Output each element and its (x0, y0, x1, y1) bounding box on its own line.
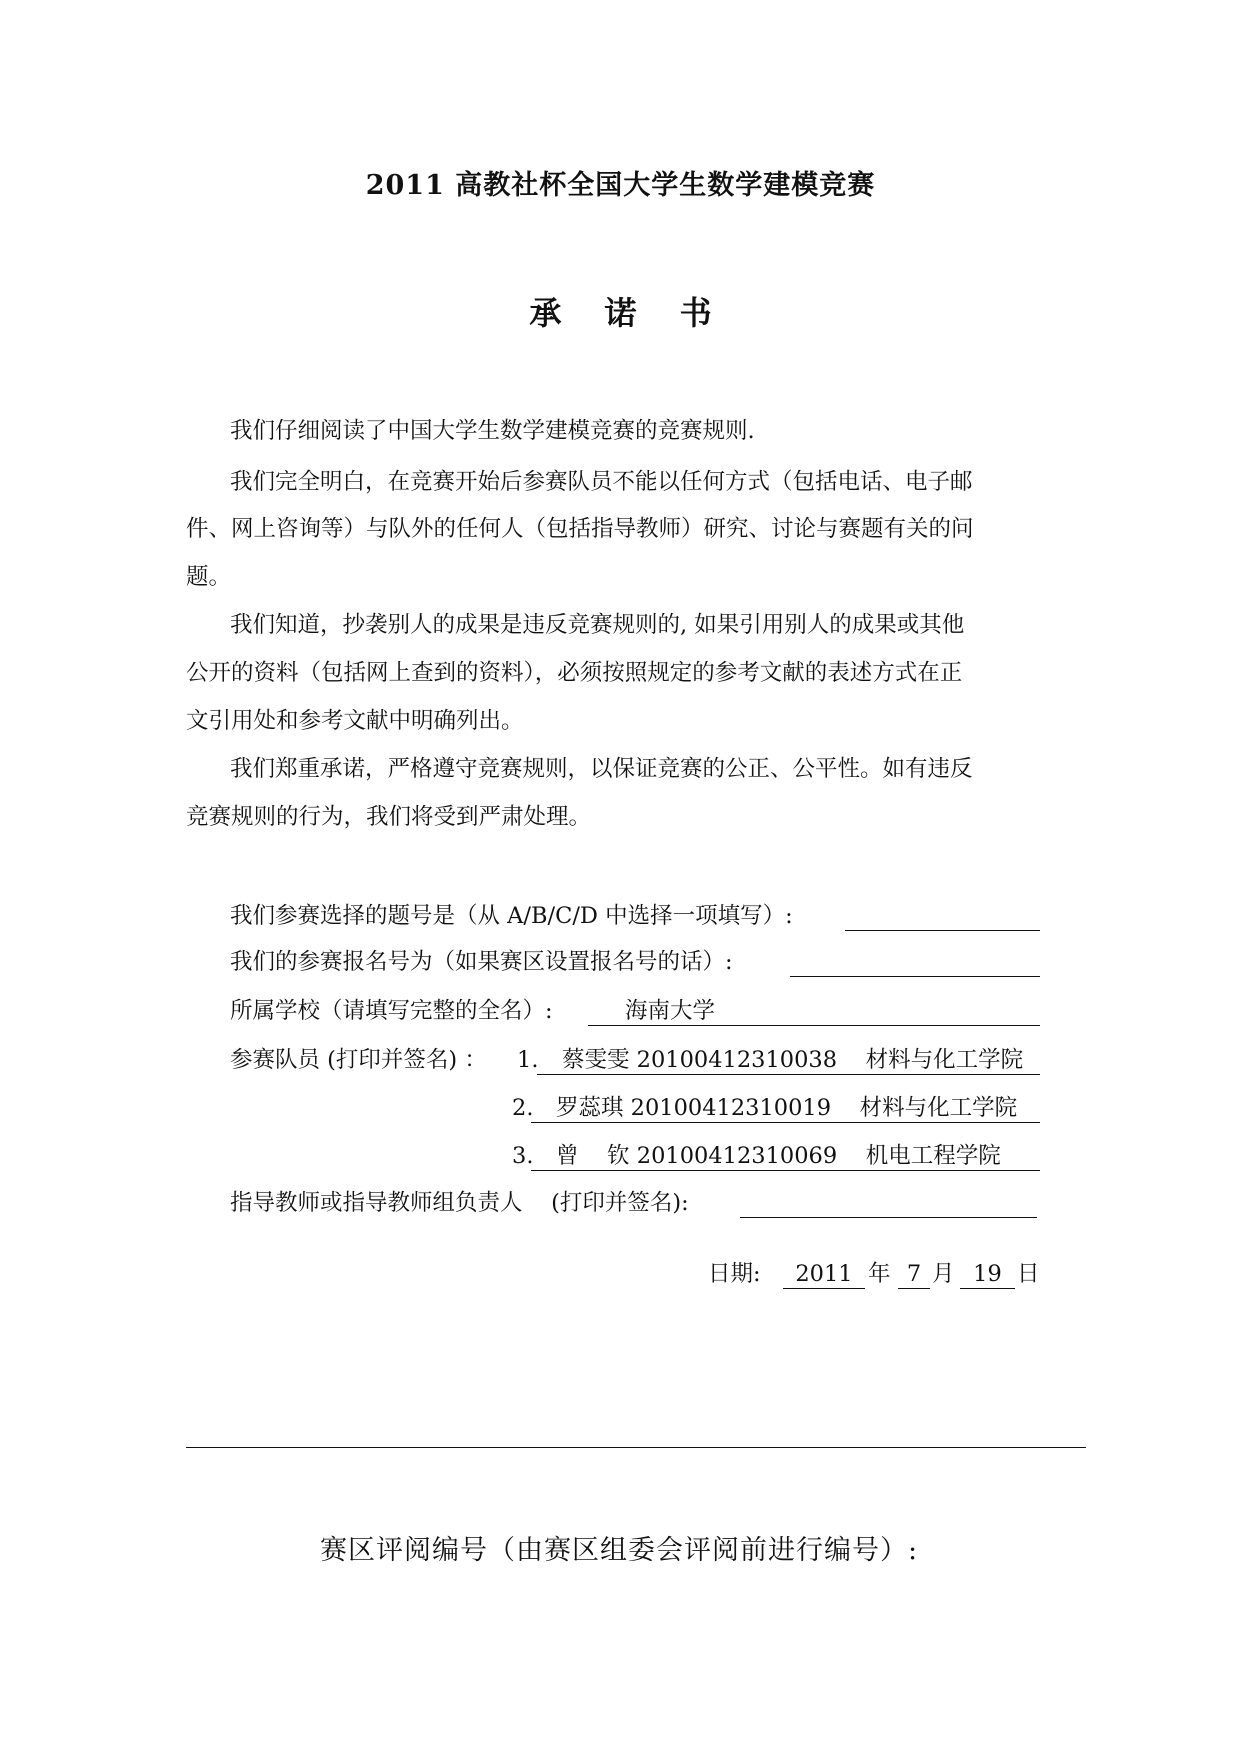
school-label: 所属学校（请填写完整的全名）: (230, 998, 553, 1024)
paragraph-line: 我们仔细阅读了中国大学生数学建模竞赛的竞赛规则. (230, 418, 755, 444)
subtitle (0, 288, 1241, 334)
member-entry[interactable]: 蔡雯雯 20100412310038 材料与化工学院 (562, 1047, 1024, 1073)
member-number: 3. (512, 1143, 534, 1169)
school-underline (588, 1025, 1040, 1026)
paragraph-line: 件、网上咨询等）与队外的任何人（包括指导教师）研究、讨论与赛题有关的问 (186, 516, 974, 542)
paragraph-line: 我们郑重承诺，严格遵守竞赛规则，以保证竞赛的公正、公平性。如有违反 (230, 756, 973, 782)
date-day-unit: 日 (1017, 1261, 1040, 1287)
date-day-underline (960, 1288, 1015, 1289)
members-label: 参赛队员 (打印并签名) ： (230, 1047, 487, 1073)
paragraph-line: 题。 (186, 564, 232, 590)
member-number: 1. (517, 1047, 539, 1073)
subtitle-char: 书 (679, 294, 712, 332)
member-number: 2. (512, 1095, 534, 1121)
paragraph-line: 竞赛规则的行为，我们将受到严肃处理。 (186, 804, 592, 830)
date-year-unit: 年 (868, 1261, 891, 1287)
date-label: 日期: (708, 1261, 761, 1287)
date-month[interactable]: 7 (906, 1261, 922, 1287)
member-entry[interactable]: 曾 钦 20100412310069 机电工程学院 (556, 1143, 1001, 1169)
date-day[interactable]: 19 (973, 1261, 1002, 1287)
member-underline (537, 1074, 1040, 1075)
advisor-underline (740, 1217, 1037, 1218)
problem-choice-label: 我们参赛选择的题号是（从 A/B/C/D 中选择一项填写）: (230, 903, 793, 929)
subtitle-char: 诺 (604, 294, 637, 332)
problem-choice-underline (845, 930, 1040, 931)
member-underline (531, 1122, 1040, 1123)
paragraph-line: 文引用处和参考文献中明确列出。 (186, 708, 524, 734)
page-title: 2011 高教社杯全国大学生数学建模竞赛 (365, 170, 876, 201)
paragraph-line: 我们完全明白，在竞赛开始后参赛队员不能以任何方式（包括电话、电子邮 (230, 469, 973, 495)
separator-line (186, 1447, 1086, 1448)
advisor-label: 指导教师或指导教师组负责人 (打印并签名): (230, 1190, 689, 1216)
member-underline (531, 1170, 1040, 1171)
date-year[interactable]: 2011 (795, 1261, 853, 1287)
paragraph-line: 我们知道，抄袭别人的成果是违反竞赛规则的, 如果引用别人的成果或其他 (230, 612, 965, 638)
member-entry[interactable]: 罗蕊琪 20100412310019 材料与化工学院 (556, 1095, 1018, 1121)
review-number-label: 赛区评阅编号（由赛区组委会评阅前进行编号）: (320, 1535, 919, 1566)
subtitle-char: 承 (529, 294, 562, 332)
registration-underline (790, 976, 1040, 977)
school-field[interactable]: 海南大学 (625, 998, 716, 1024)
registration-label: 我们的参赛报名号为（如果赛区设置报名号的话）: (230, 949, 733, 975)
date-month-unit: 月 (932, 1261, 955, 1287)
date-month-underline (898, 1288, 930, 1289)
paragraph-line: 公开的资料（包括网上查到的资料），必须按照规定的参考文献的表述方式在正 (186, 660, 963, 686)
date-year-underline (783, 1288, 865, 1289)
